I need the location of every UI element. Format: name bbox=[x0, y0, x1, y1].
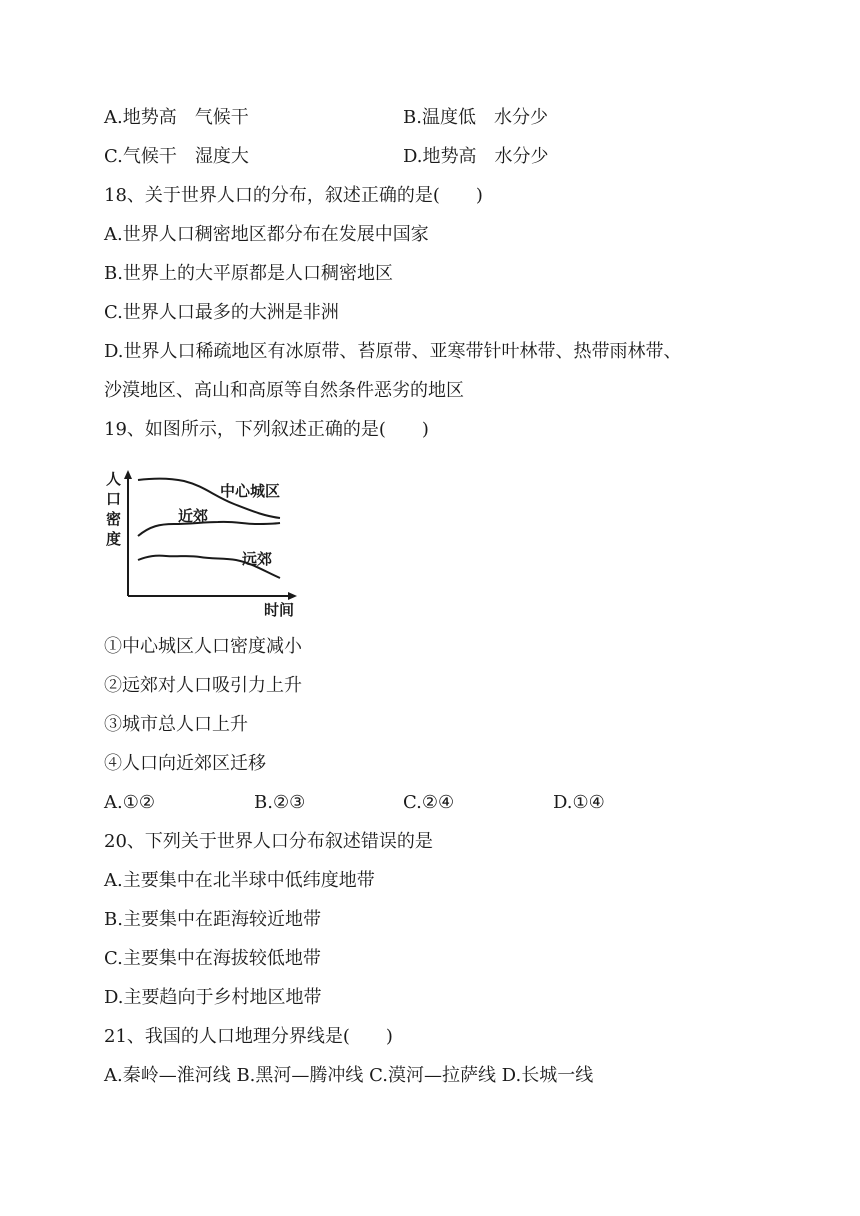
population-density-figure bbox=[104, 464, 304, 624]
q20-stem: 20、下列关于世界人口分布叙述错误的是 bbox=[104, 831, 433, 852]
center-city-label: 中心城区 bbox=[220, 482, 281, 500]
q17-option-b: B.温度低 水分少 bbox=[403, 107, 548, 128]
q20-option-b: B.主要集中在距海较近地带 bbox=[104, 909, 321, 930]
far-suburb-label: 远郊 bbox=[242, 550, 273, 568]
q19-option-d: D.①④ bbox=[553, 792, 605, 813]
q18-stem: 18、关于世界人口的分布，叙述正确的是( ) bbox=[104, 185, 483, 206]
near-suburb-curve bbox=[138, 522, 280, 536]
y-axis-label-char: 密 bbox=[106, 510, 122, 528]
y-axis-arrow bbox=[124, 470, 132, 479]
q19-option-b: B.②③ bbox=[254, 792, 306, 813]
y-axis-label-char: 人 bbox=[106, 470, 122, 488]
q19-statement-1: ①中心城区人口密度减小 bbox=[104, 636, 302, 657]
q20-option-c: C.主要集中在海拔较低地带 bbox=[104, 948, 321, 969]
q18-option-d-line1: D.世界人口稀疏地区有冰原带、苔原带、亚寒带针叶林带、热带雨林带、 bbox=[104, 341, 682, 362]
q21-options: A.秦岭—淮河线 B.黑河—腾冲线 C.漠河—拉萨线 D.长城一线 bbox=[104, 1065, 594, 1086]
y-axis-label-char: 口 bbox=[106, 490, 122, 508]
q19-option-c: C.②④ bbox=[403, 792, 455, 813]
q19-option-a: A.①② bbox=[104, 792, 155, 813]
q18-option-c: C.世界人口最多的大洲是非洲 bbox=[104, 302, 339, 323]
q17-option-d: D.地势高 水分少 bbox=[403, 146, 549, 167]
q19-statement-3: ③城市总人口上升 bbox=[104, 714, 248, 735]
population-density-chart bbox=[104, 464, 304, 624]
x-axis-arrow bbox=[288, 592, 297, 600]
q19-statement-2: ②远郊对人口吸引力上升 bbox=[104, 675, 302, 696]
q20-option-a: A.主要集中在北半球中低纬度地带 bbox=[104, 870, 375, 891]
q17-option-a: A.地势高 气候干 bbox=[104, 107, 249, 128]
q17-option-c: C.气候干 湿度大 bbox=[104, 146, 249, 167]
near-suburb-label: 近郊 bbox=[178, 507, 209, 525]
q18-option-a: A.世界人口稠密地区都分布在发展中国家 bbox=[104, 224, 429, 245]
q18-option-d-line2: 沙漠地区、高山和高原等自然条件恶劣的地区 bbox=[104, 380, 464, 401]
q21-stem: 21、我国的人口地理分界线是( ) bbox=[104, 1026, 393, 1047]
q19-stem: 19、如图所示，下列叙述正确的是( ) bbox=[104, 419, 429, 440]
x-axis-label: 时间 bbox=[264, 601, 295, 619]
q18-option-b: B.世界上的大平原都是人口稠密地区 bbox=[104, 263, 393, 284]
q20-option-d: D.主要趋向于乡村地区地带 bbox=[104, 987, 322, 1008]
y-axis-label-char: 度 bbox=[106, 530, 122, 548]
q19-statement-4: ④人口向近郊区迁移 bbox=[104, 753, 266, 774]
